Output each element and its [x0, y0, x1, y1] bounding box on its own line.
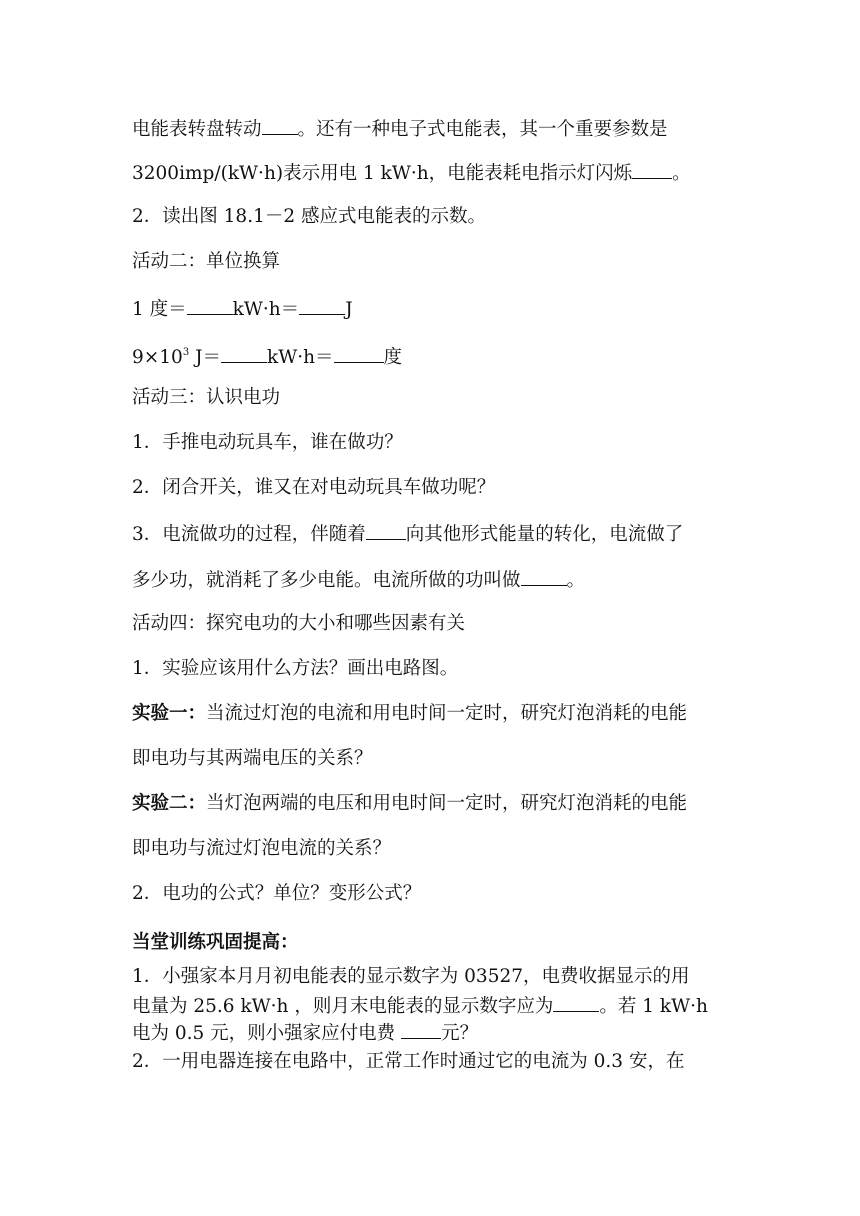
answer-blank[interactable]: [187, 296, 233, 315]
text: 当流过灯泡的电流和用电时间一定时，研究灯泡消耗的电能: [206, 703, 688, 724]
text: J＝: [189, 347, 221, 368]
answer-blank[interactable]: [521, 567, 567, 586]
text: 即电功与流过灯泡电流的关系？: [132, 838, 392, 859]
answer-blank[interactable]: [334, 344, 384, 363]
text-line-13: [132, 657, 742, 681]
text: 3200imp/(kW·h)表示用电 1 kW·h，电能表耗电指示灯闪烁: [132, 163, 633, 184]
text-line-11: [132, 567, 742, 593]
answer-blank[interactable]: [221, 344, 267, 363]
text-line-8: [132, 431, 742, 455]
section-heading-activity-2: [132, 250, 742, 274]
experiment-1-label: 实验一：: [132, 703, 207, 724]
section-heading-activity-4: [132, 612, 742, 636]
experiment-2-line-1: [132, 792, 742, 816]
answer-blank[interactable]: [401, 1020, 441, 1039]
text: 2．电功的公式？单位？变形公式？: [132, 883, 422, 904]
text: 活动四：探究电功的大小和哪些因素有关: [132, 613, 466, 634]
text: 3．电流做功的过程，伴随着: [132, 524, 366, 545]
experiment-1-line-2: [132, 747, 742, 771]
text-line-2: [132, 160, 742, 186]
text-line-3: [132, 205, 742, 229]
answer-blank[interactable]: [299, 296, 345, 315]
answer-blank[interactable]: [632, 160, 672, 179]
experiment-2-line-2: [132, 837, 742, 861]
text-line-9: [132, 476, 742, 500]
text: 即电功与其两端电压的关系？: [132, 748, 373, 769]
text: 多少功，就消耗了多少电能。电流所做的功叫做: [132, 570, 521, 591]
answer-blank[interactable]: [553, 993, 599, 1012]
text: 2．闭合开关，谁又在对电动玩具车做功呢？: [132, 477, 496, 498]
practice-1-line-3: [132, 1020, 742, 1046]
text: 1 度＝: [132, 299, 187, 320]
text: 。: [566, 570, 586, 591]
answer-blank[interactable]: [366, 521, 406, 540]
experiment-2-label: 实验二：: [132, 793, 207, 814]
practice-2-line-1: [132, 1050, 742, 1074]
text-line-18: [132, 882, 742, 906]
text-line-1: [132, 116, 742, 142]
text: 1．实验应该用什么方法？画出电路图。: [132, 658, 459, 679]
text: 当堂训练巩固提高：: [132, 932, 299, 953]
text: 。还有一种电子式电能表，其一个重要参数是: [297, 119, 668, 140]
text: J: [345, 299, 353, 320]
text-line-unit-conversion-1: [132, 296, 742, 322]
text: 活动三：认识电功: [132, 387, 281, 408]
section-heading-practice: [132, 931, 742, 955]
text: 当灯泡两端的电压和用电时间一定时，研究灯泡消耗的电能: [206, 793, 688, 814]
text: 2．一用电器连接在电路中，正常工作时通过它的电流为 0.3 安，在: [132, 1051, 685, 1072]
experiment-1-line-1: [132, 702, 742, 726]
text: 。若 1 kW·h: [599, 996, 708, 1017]
text: 电能表转盘转动: [132, 119, 262, 140]
text: 1．小强家本月月初电能表的显示数字为 03527，电费收据显示的用: [132, 966, 690, 987]
section-heading-activity-3: [132, 386, 742, 410]
text: 电量为 25.6 kW·h ，则月末电能表的显示数字应为: [132, 996, 554, 1017]
text: 。: [672, 163, 691, 184]
text: 元？: [441, 1023, 479, 1044]
text: 向其他形式能量的转化，电流做了: [405, 524, 684, 545]
exponent: 3: [182, 347, 190, 358]
text: 度: [383, 347, 403, 368]
text-line-10: [132, 521, 742, 547]
text-line-unit-conversion-2: [132, 341, 742, 370]
practice-1-line-1: [132, 965, 742, 989]
answer-blank[interactable]: [262, 116, 298, 135]
text: 9×10: [132, 347, 183, 368]
text: 活动二：单位换算: [132, 251, 281, 272]
practice-1-line-2: [132, 993, 742, 1019]
text: kW·h＝: [267, 347, 334, 368]
text: 电为 0.5 元，则小强家应付电费: [132, 1023, 402, 1044]
text: 2．读出图 18.1－2 感应式电能表的示数。: [132, 206, 486, 227]
text: kW·h＝: [232, 299, 300, 320]
text: 1．手推电动玩具车，谁在做功？: [132, 432, 403, 453]
